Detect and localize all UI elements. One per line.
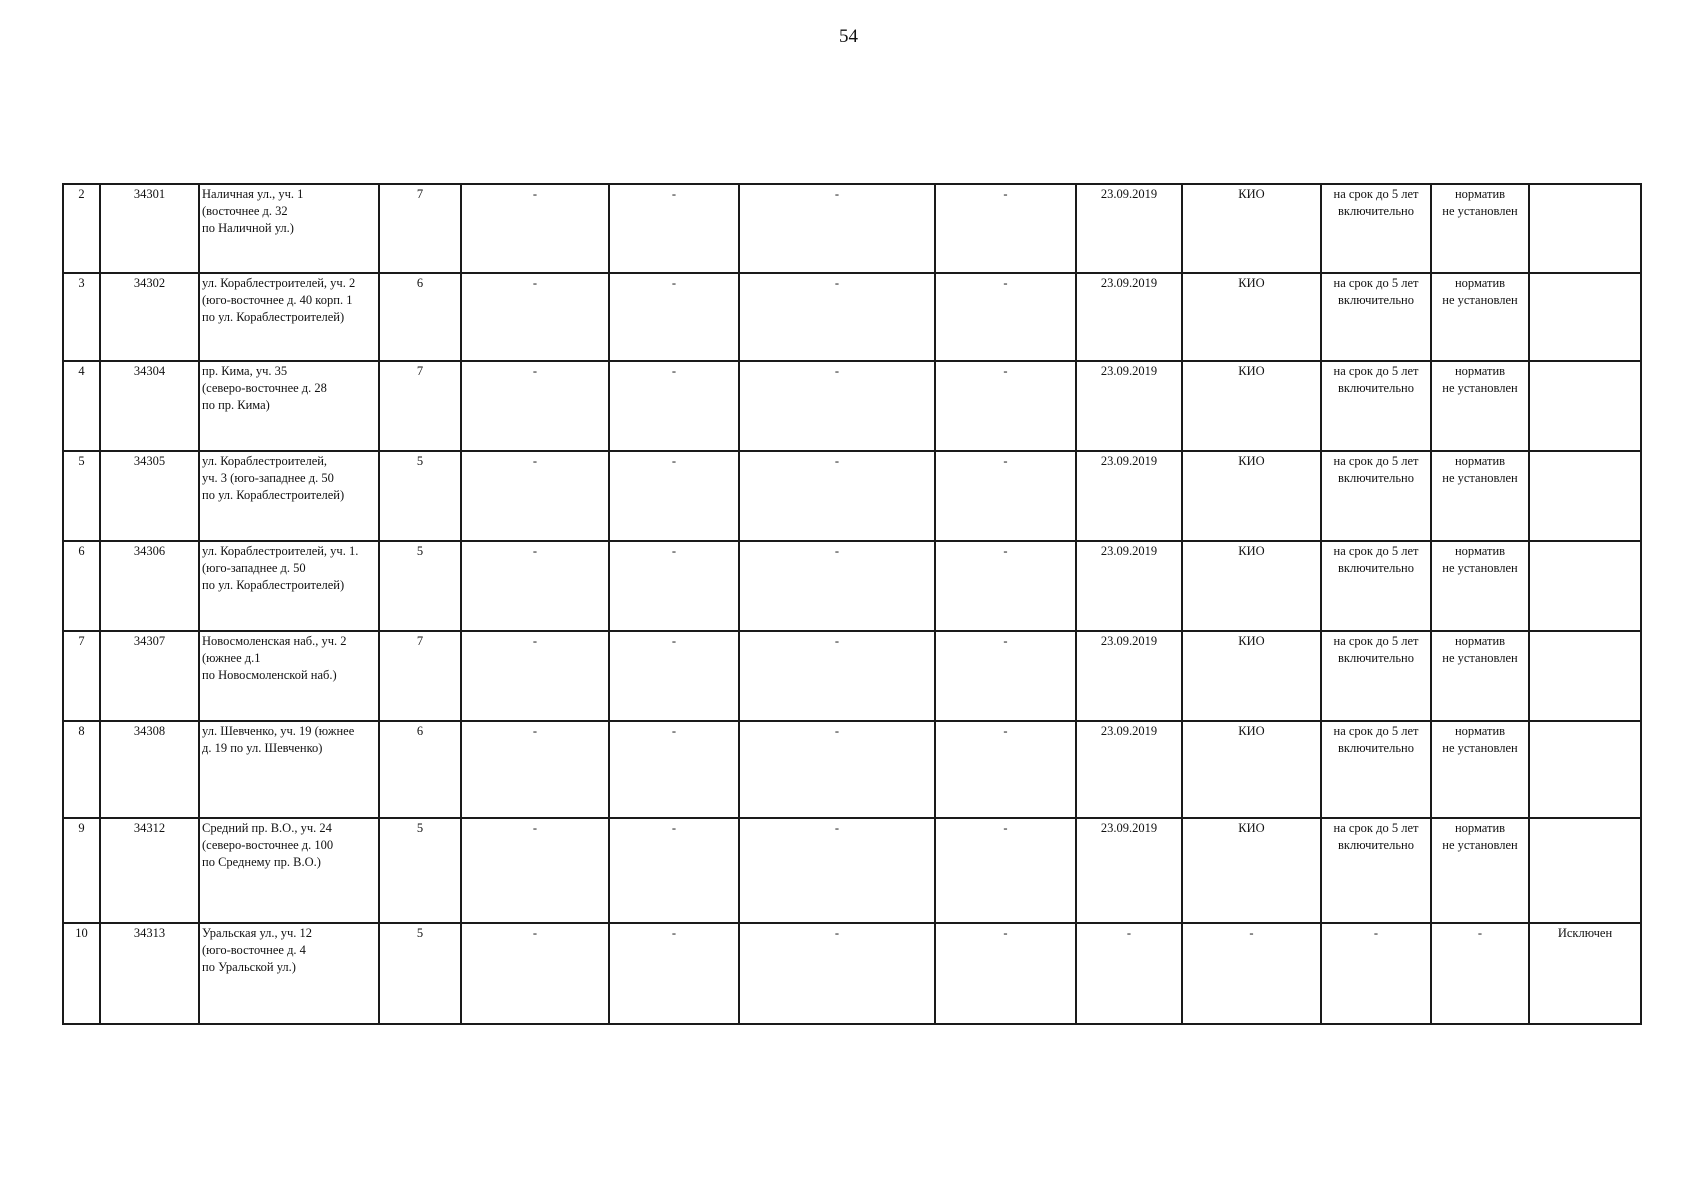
table-row xyxy=(63,818,1641,923)
cell-note xyxy=(1529,184,1641,273)
cell-address-line: (северо-восточнее д. 28 xyxy=(202,381,327,395)
cell-norm-line: не установлен xyxy=(1442,838,1518,852)
cell-term-line: на срок до 5 лет xyxy=(1333,544,1419,558)
table-row xyxy=(63,721,1641,818)
cell-note xyxy=(1529,721,1641,818)
cell-norm xyxy=(1431,451,1529,541)
cell-code: 34308 xyxy=(100,721,199,818)
cell-note xyxy=(1529,631,1641,721)
cell-address-line: по Среднему пр. В.О.) xyxy=(202,855,321,869)
table-row xyxy=(63,631,1641,721)
cell-col7: - xyxy=(739,451,935,541)
cell-note: Исключен xyxy=(1529,923,1641,1024)
cell-term xyxy=(1321,541,1431,631)
cell-norm-line: норматив xyxy=(1454,544,1506,558)
cell-norm-line: норматив xyxy=(1454,724,1506,738)
cell-address-line: (юго-восточнее д. 40 корп. 1 xyxy=(202,293,353,307)
cell-col6: - xyxy=(609,273,739,361)
cell-date: 23.09.2019 xyxy=(1076,273,1182,361)
cell-code: 34304 xyxy=(100,361,199,451)
cell-row-number: 5 xyxy=(63,451,100,541)
cell-term-line: на срок до 5 лет xyxy=(1333,364,1419,378)
cell-col8: - xyxy=(935,923,1076,1024)
cell-term-line: включительно xyxy=(1338,293,1414,307)
cell-count: 7 xyxy=(379,631,461,721)
cell-norm xyxy=(1431,184,1529,273)
cell-note xyxy=(1529,361,1641,451)
cell-note xyxy=(1529,451,1641,541)
cell-col8: - xyxy=(935,184,1076,273)
cell-address-line: по ул. Кораблестроителей) xyxy=(202,488,345,502)
cell-col8: - xyxy=(935,631,1076,721)
cell-col6: - xyxy=(609,541,739,631)
table-row xyxy=(63,451,1641,541)
cell-norm xyxy=(1431,923,1529,1024)
cell-address xyxy=(199,361,379,451)
cell-address-line: по Уральской ул.) xyxy=(202,960,296,974)
cell-term-line: на срок до 5 лет xyxy=(1333,634,1419,648)
cell-col6: - xyxy=(609,631,739,721)
cell-address-line: (юго-восточнее д. 4 xyxy=(202,943,306,957)
cell-note xyxy=(1529,818,1641,923)
cell-col5: - xyxy=(461,273,609,361)
cell-norm-line: норматив xyxy=(1454,276,1506,290)
cell-term xyxy=(1321,721,1431,818)
cell-col7: - xyxy=(739,818,935,923)
cell-norm-line: норматив xyxy=(1454,454,1506,468)
cell-norm xyxy=(1431,818,1529,923)
cell-address-line: ул. Шевченко, уч. 19 (южнее xyxy=(202,724,355,738)
cell-address xyxy=(199,818,379,923)
cell-address xyxy=(199,541,379,631)
cell-address xyxy=(199,923,379,1024)
cell-norm xyxy=(1431,721,1529,818)
cell-norm-line: не установлен xyxy=(1442,204,1518,218)
cell-note xyxy=(1529,273,1641,361)
cell-count: 5 xyxy=(379,451,461,541)
cell-count: 7 xyxy=(379,184,461,273)
cell-term-line: включительно xyxy=(1338,381,1414,395)
cell-col6: - xyxy=(609,184,739,273)
cell-date: 23.09.2019 xyxy=(1076,541,1182,631)
cell-term-line: включительно xyxy=(1338,838,1414,852)
cell-norm-line: норматив xyxy=(1454,821,1506,835)
cell-organization: КИО xyxy=(1182,631,1321,721)
cell-term-line: на срок до 5 лет xyxy=(1333,454,1419,468)
cell-code: 34307 xyxy=(100,631,199,721)
cell-address-line: по ул. Кораблестроителей) xyxy=(202,578,345,592)
cell-col7: - xyxy=(739,631,935,721)
cell-term-line: включительно xyxy=(1338,651,1414,665)
cell-term-line: на срок до 5 лет xyxy=(1333,187,1419,201)
cell-term xyxy=(1321,818,1431,923)
cell-col7: - xyxy=(739,721,935,818)
cell-col5: - xyxy=(461,361,609,451)
cell-date: 23.09.2019 xyxy=(1076,361,1182,451)
cell-count: 6 xyxy=(379,273,461,361)
cell-address-line: ул. Кораблестроителей, xyxy=(202,454,328,468)
cell-count: 5 xyxy=(379,923,461,1024)
cell-code: 34313 xyxy=(100,923,199,1024)
cell-code: 34302 xyxy=(100,273,199,361)
cell-date: 23.09.2019 xyxy=(1076,818,1182,923)
cell-address-line: (южнее д.1 xyxy=(202,651,261,665)
cell-note xyxy=(1529,541,1641,631)
cell-organization: - xyxy=(1182,923,1321,1024)
table-row xyxy=(63,541,1641,631)
cell-norm xyxy=(1431,273,1529,361)
cell-address xyxy=(199,721,379,818)
table-row xyxy=(63,923,1641,1024)
cell-count: 7 xyxy=(379,361,461,451)
cell-address-line: д. 19 по ул. Шевченко) xyxy=(202,741,323,755)
cell-col6: - xyxy=(609,451,739,541)
cell-address-line: Новосмоленская наб., уч. 2 xyxy=(202,634,347,648)
cell-term-line: включительно xyxy=(1338,561,1414,575)
cell-norm-line: норматив xyxy=(1454,364,1506,378)
table-row xyxy=(63,361,1641,451)
cell-row-number: 8 xyxy=(63,721,100,818)
cell-col5: - xyxy=(461,631,609,721)
page-number: 54 xyxy=(839,26,858,47)
cell-term-line: на срок до 5 лет xyxy=(1333,276,1419,290)
cell-address-line: Средний пр. В.О., уч. 24 xyxy=(202,821,332,835)
cell-address-line: ул. Кораблестроителей, уч. 2 xyxy=(202,276,356,290)
cell-date: 23.09.2019 xyxy=(1076,451,1182,541)
cell-col5: - xyxy=(461,451,609,541)
cell-row-number: 3 xyxy=(63,273,100,361)
cell-term xyxy=(1321,631,1431,721)
cell-term-line: включительно xyxy=(1338,471,1414,485)
cell-term-line: включительно xyxy=(1338,204,1414,218)
cell-col5: - xyxy=(461,541,609,631)
cell-organization: КИО xyxy=(1182,361,1321,451)
cell-term xyxy=(1321,273,1431,361)
cell-code: 34306 xyxy=(100,541,199,631)
cell-address xyxy=(199,184,379,273)
cell-norm-line: норматив xyxy=(1454,187,1506,201)
cell-address xyxy=(199,451,379,541)
cell-term-line: включительно xyxy=(1338,741,1414,755)
cell-term-line: на срок до 5 лет xyxy=(1333,821,1419,835)
cell-row-number: 4 xyxy=(63,361,100,451)
cell-address xyxy=(199,631,379,721)
cell-norm-line: не установлен xyxy=(1442,651,1518,665)
cell-col6: - xyxy=(609,818,739,923)
cell-count: 5 xyxy=(379,541,461,631)
cell-date: 23.09.2019 xyxy=(1076,184,1182,273)
cell-address-line: ул. Кораблестроителей, уч. 1. xyxy=(202,544,359,558)
cell-address-line: по Новосмоленской наб.) xyxy=(202,668,337,682)
cell-address-line: (северо-восточнее д. 100 xyxy=(202,838,334,852)
cell-address-line: пр. Кима, уч. 35 xyxy=(202,364,288,378)
cell-col7: - xyxy=(739,541,935,631)
cell-address-line: по пр. Кима) xyxy=(202,398,270,412)
cell-col5: - xyxy=(461,818,609,923)
cell-row-number: 2 xyxy=(63,184,100,273)
cell-col8: - xyxy=(935,541,1076,631)
cell-organization: КИО xyxy=(1182,451,1321,541)
cell-col6: - xyxy=(609,721,739,818)
cell-col8: - xyxy=(935,818,1076,923)
cell-term xyxy=(1321,184,1431,273)
cell-norm xyxy=(1431,541,1529,631)
cell-row-number: 10 xyxy=(63,923,100,1024)
cell-date: 23.09.2019 xyxy=(1076,631,1182,721)
cell-col7: - xyxy=(739,923,935,1024)
cell-norm-line: не установлен xyxy=(1442,741,1518,755)
cell-col8: - xyxy=(935,273,1076,361)
cell-row-number: 9 xyxy=(63,818,100,923)
cell-term-line: - xyxy=(1373,926,1379,940)
cell-col8: - xyxy=(935,451,1076,541)
cell-col7: - xyxy=(739,273,935,361)
cell-organization: КИО xyxy=(1182,721,1321,818)
cell-term xyxy=(1321,923,1431,1024)
cell-organization: КИО xyxy=(1182,818,1321,923)
cell-norm-line: - xyxy=(1477,926,1483,940)
table-row xyxy=(63,273,1641,361)
cell-term xyxy=(1321,361,1431,451)
cell-code: 34301 xyxy=(100,184,199,273)
cell-address-line: уч. 3 (юго-западнее д. 50 xyxy=(202,471,334,485)
cell-date: - xyxy=(1076,923,1182,1024)
cell-date: 23.09.2019 xyxy=(1076,721,1182,818)
cell-row-number: 6 xyxy=(63,541,100,631)
cell-norm-line: не установлен xyxy=(1442,471,1518,485)
cell-address-line: (юго-западнее д. 50 xyxy=(202,561,306,575)
cell-col6: - xyxy=(609,923,739,1024)
cell-col6: - xyxy=(609,361,739,451)
cell-count: 5 xyxy=(379,818,461,923)
cell-address-line: по Наличной ул.) xyxy=(202,221,294,235)
cell-count: 6 xyxy=(379,721,461,818)
cell-col5: - xyxy=(461,184,609,273)
cell-term xyxy=(1321,451,1431,541)
cell-code: 34305 xyxy=(100,451,199,541)
cell-col5: - xyxy=(461,721,609,818)
cell-row-number: 7 xyxy=(63,631,100,721)
cell-address-line: Наличная ул., уч. 1 xyxy=(202,187,304,201)
cell-col5: - xyxy=(461,923,609,1024)
cell-organization: КИО xyxy=(1182,273,1321,361)
cell-code: 34312 xyxy=(100,818,199,923)
cell-norm-line: не установлен xyxy=(1442,381,1518,395)
cell-address-line: Уральская ул., уч. 12 xyxy=(202,926,313,940)
cell-organization: КИО xyxy=(1182,541,1321,631)
cell-col7: - xyxy=(739,184,935,273)
cell-norm-line: норматив xyxy=(1454,634,1506,648)
cell-norm xyxy=(1431,631,1529,721)
cell-address-line: (восточнее д. 32 xyxy=(202,204,288,218)
cell-address xyxy=(199,273,379,361)
cell-col8: - xyxy=(935,721,1076,818)
cell-norm-line: не установлен xyxy=(1442,561,1518,575)
table-row xyxy=(63,184,1641,273)
cell-term-line: на срок до 5 лет xyxy=(1333,724,1419,738)
cell-organization: КИО xyxy=(1182,184,1321,273)
cell-col7: - xyxy=(739,361,935,451)
data-table xyxy=(62,183,1642,1025)
cell-col8: - xyxy=(935,361,1076,451)
cell-norm-line: не установлен xyxy=(1442,293,1518,307)
cell-address-line: по ул. Кораблестроителей) xyxy=(202,310,345,324)
cell-norm xyxy=(1431,361,1529,451)
